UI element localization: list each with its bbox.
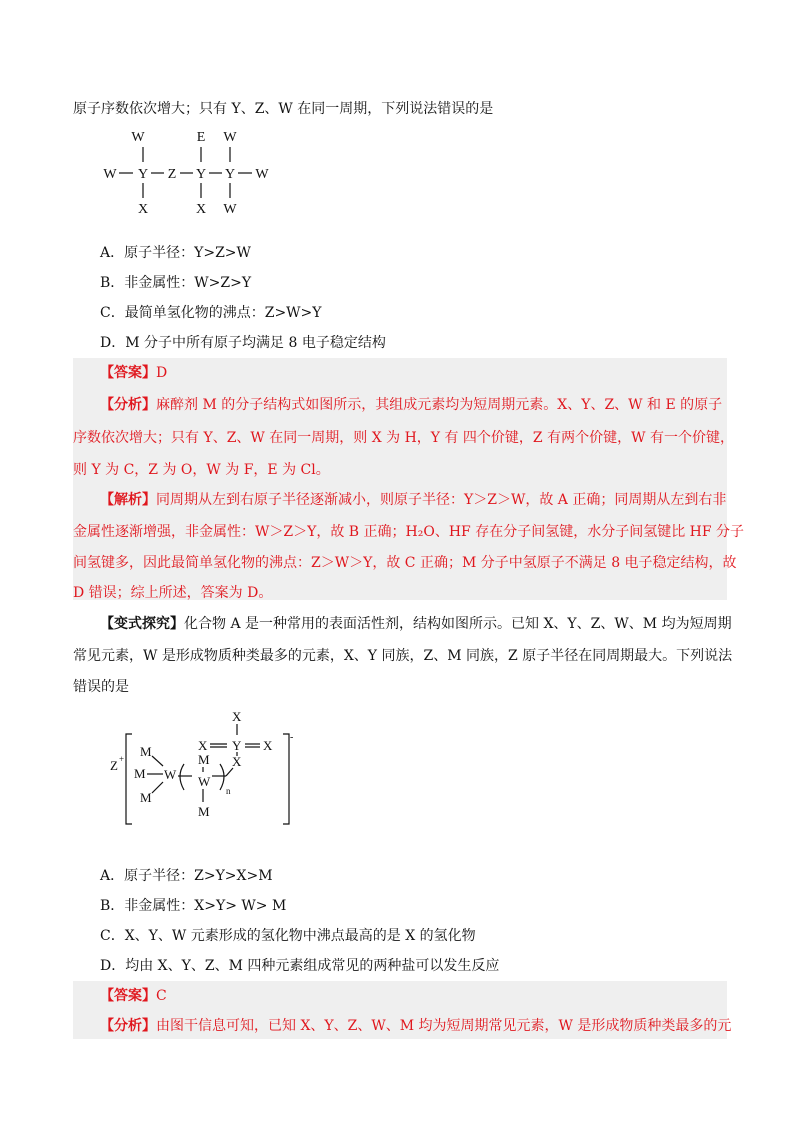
stem-text: 化合物 A 是一种常用的表面活性剂，结构如图所示。已知 X、Y、Z、W、M 均为短周期 bbox=[184, 616, 732, 632]
q1-structure-diagram bbox=[100, 125, 280, 220]
q2-atom: X bbox=[232, 754, 242, 769]
q1-analysis-line: 则 Y 为 C，Z 为 O，W 为 F，E 为 Cl。 bbox=[73, 462, 330, 478]
q2-structure-diagram bbox=[100, 706, 300, 832]
q2-atom: Y bbox=[232, 738, 242, 753]
cation-symbol: Z bbox=[110, 758, 118, 773]
repeat-subscript: n bbox=[226, 786, 231, 796]
q2-option-c: C．X、Y、W 元素形成的氢化物中沸点最高的是 X 的氢化物 bbox=[100, 928, 476, 944]
q2-atom: X bbox=[232, 709, 242, 724]
q1-atom: Y bbox=[224, 167, 236, 182]
q1-explain-line bbox=[100, 490, 726, 510]
analysis-label: 【分析】 bbox=[100, 397, 156, 413]
analysis-text: 麻醉剂 M 的分子结构式如图所示，其组成元素均为短周期元素。X、Y、Z、W 和 E 的原子 bbox=[156, 397, 723, 413]
analysis-text: 由图干信息可知，已知 X、Y、Z、W、M 均为短周期常见元素，W 是形成物质种类最多的元 bbox=[156, 1018, 732, 1034]
answer-value: C bbox=[156, 988, 167, 1004]
q1-option-a: A．原子半径：Y>Z>W bbox=[100, 245, 251, 261]
answer-label: 【答案】 bbox=[100, 365, 156, 381]
q2-answer bbox=[100, 986, 167, 1006]
explain-text: 同周期从左到右原子半径逐渐减小，则原子半径：Y＞Z＞W，故 A 正确；同周期从左到右非 bbox=[156, 492, 727, 508]
q1-atom: E bbox=[196, 130, 206, 145]
q1-atom: W bbox=[223, 202, 237, 217]
q2-atom: M bbox=[140, 790, 152, 805]
analysis-label: 【分析】 bbox=[100, 1018, 156, 1034]
q1-atom: W bbox=[255, 167, 269, 182]
anion-charge: - bbox=[290, 732, 294, 743]
q1-explain-line: 金属性逐渐增强，非金属性：W＞Z＞Y，故 B 正确；H₂O、HF 存在分子间氢键，水分子间氢键比 HF 分子 bbox=[73, 524, 745, 540]
q1-intro: 原子序数依次增大；只有 Y、Z、W 在同一周期，下列说法错误的是 bbox=[73, 101, 494, 117]
q1-atom: Y bbox=[195, 167, 207, 182]
q2-stem-line: 错误的是 bbox=[73, 679, 129, 695]
q2-option-a: A．原子半径：Z>Y>X>M bbox=[100, 868, 273, 884]
q2-atom: X bbox=[263, 738, 273, 753]
q2-analysis-line bbox=[100, 1016, 731, 1036]
q2-atom: M bbox=[140, 744, 152, 759]
q2-atom: W bbox=[164, 767, 177, 782]
q1-explain-line: 间氢键多，因此最简单氢化物的沸点：Z＞W＞Y，故 C 正确；M 分子中氢原子不满足 8 电子稳定结构，故 bbox=[73, 555, 737, 571]
q1-atom: X bbox=[195, 202, 207, 217]
cation-charge: + bbox=[119, 754, 125, 764]
explain-label: 【解析】 bbox=[100, 492, 156, 508]
answer-label: 【答案】 bbox=[100, 988, 156, 1004]
q2-option-b: B．非金属性：X>Y> W> M bbox=[100, 898, 287, 914]
q2-stem-line bbox=[100, 614, 732, 634]
q2-atom: M bbox=[198, 752, 210, 767]
q1-atom: X bbox=[137, 202, 149, 217]
q2-atom: X bbox=[198, 738, 208, 753]
q1-explain-line: D 错误；综上所述，答案为 D。 bbox=[73, 585, 273, 601]
q1-option-d: D．M 分子中所有原子均满足 8 电子稳定结构 bbox=[100, 335, 386, 351]
variant-label: 【变式探究】 bbox=[100, 616, 184, 632]
q1-atom: W bbox=[223, 130, 237, 145]
q2-atom: M bbox=[134, 766, 146, 781]
q1-atom: W bbox=[103, 167, 117, 182]
q2-atom: M bbox=[198, 804, 210, 819]
q1-atom: Y bbox=[137, 167, 149, 182]
q2-stem-line: 常见元素，W 是形成物质种类最多的元素，X、Y 同族，Z、M 同族，Z 原子半径在同周期最大。下列说法 bbox=[73, 648, 733, 664]
q1-atom: Z bbox=[167, 167, 177, 182]
q2-atom: W bbox=[198, 774, 211, 789]
q1-answer bbox=[100, 363, 167, 383]
q1-option-b: B．非金属性：W>Z>Y bbox=[100, 275, 252, 291]
q2-option-d: D．均由 X、Y、Z、M 四种元素组成常见的两种盐可以发生反应 bbox=[100, 958, 500, 974]
q1-option-c: C．最简单氢化物的沸点：Z>W>Y bbox=[100, 305, 322, 321]
q1-atom: W bbox=[131, 130, 145, 145]
q1-analysis-line bbox=[100, 395, 722, 415]
answer-value: D bbox=[156, 365, 168, 381]
q1-analysis-line: 序数依次增大；只有 Y、Z、W 在同一周期，则 X 为 H，Y 有 四个价键，Z 有两个价键，W 有一个价键， bbox=[73, 430, 734, 446]
